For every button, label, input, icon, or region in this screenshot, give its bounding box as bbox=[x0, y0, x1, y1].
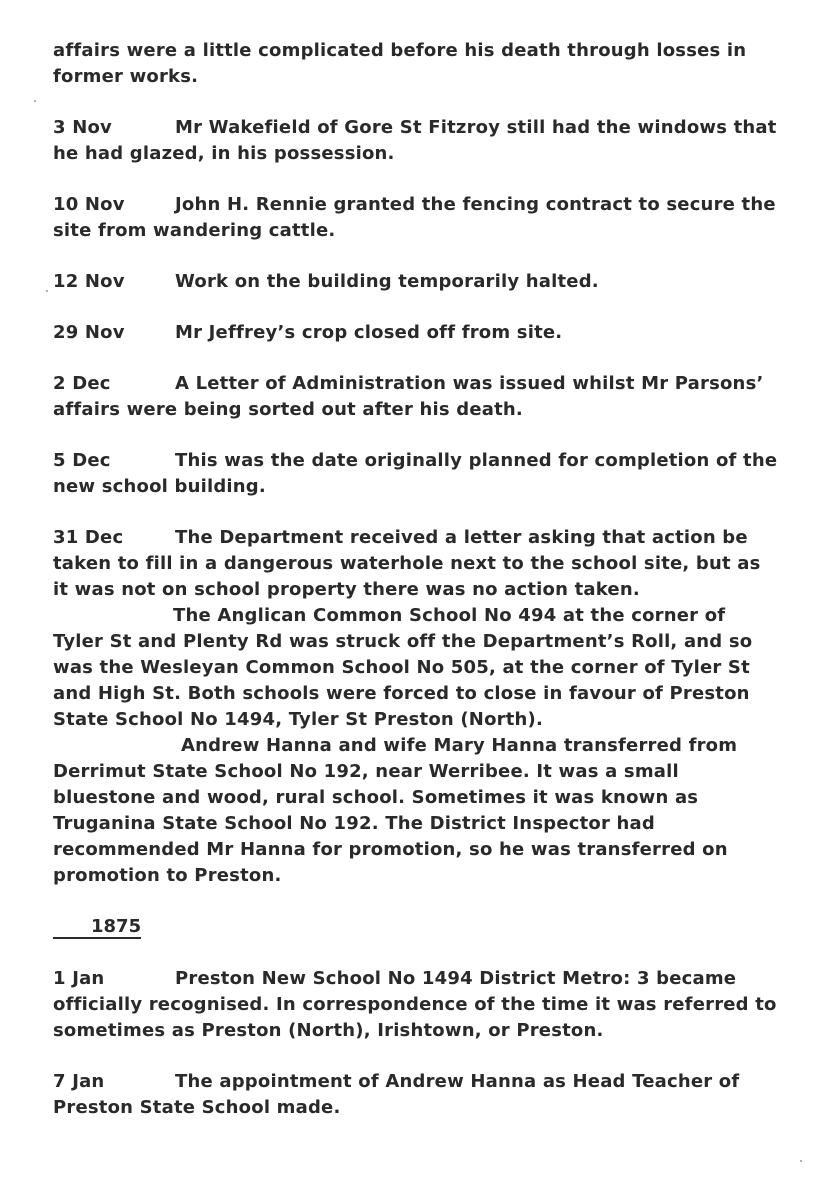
entry-date: 3 Nov bbox=[53, 117, 112, 138]
entry-text: The appointment of Andrew Hanna as Head Teacher of Preston State School made. bbox=[53, 1071, 740, 1118]
entry-text: A Letter of Administration was issued whilst Mr Parsons’ affairs were being sorted out after his death. bbox=[53, 373, 764, 420]
entry-date: 2 Dec bbox=[53, 373, 111, 394]
entry-text: The Anglican Common School No 494 at the corner of Tyler St and Plenty Rd was struck off the Department’s Roll, and so was the Wesleyan Common School No 505, at the corner of Tyler St and High St. Both schools were forced to close in favour of Preston State School No 1494, Tyler St Preston (North). bbox=[53, 605, 753, 730]
entry-text: affairs were a little complicated before his death through losses in former works. bbox=[53, 40, 747, 87]
entry-date: 29 Nov bbox=[53, 322, 125, 343]
entry-text: Work on the building temporarily halted. bbox=[175, 271, 599, 292]
entry-continuation bbox=[53, 38, 781, 90]
scan-speck bbox=[800, 1160, 802, 1162]
entry-date: 31 Dec bbox=[53, 527, 124, 548]
entry-text: This was the date originally planned for completion of the new school building. bbox=[53, 450, 778, 497]
entry-date: 7 Jan bbox=[53, 1071, 105, 1092]
entry-12-nov bbox=[53, 269, 781, 295]
entry-31-dec-continuation-schools bbox=[53, 603, 781, 733]
entry-1-jan bbox=[53, 966, 781, 1044]
entry-date: 1 Jan bbox=[53, 968, 105, 989]
entry-date: 10 Nov bbox=[53, 194, 125, 215]
entry-3-nov bbox=[53, 115, 781, 167]
entry-7-jan bbox=[53, 1069, 781, 1121]
entry-date: 12 Nov bbox=[53, 271, 125, 292]
year-heading: 1875 bbox=[53, 914, 781, 940]
entry-text: Andrew Hanna and wife Mary Hanna transferred from Derrimut State School No 192, near Werribee. It was a small bluestone and wood, rural school. Sometimes it was known as Truganina State School No 192. The District Inspector had recommended Mr Hanna for promotion, so he was transferred on promotion to Preston. bbox=[53, 735, 738, 886]
entry-10-nov bbox=[53, 192, 781, 244]
entry-31-dec bbox=[53, 525, 781, 603]
entry-text: The Department received a letter asking that action be taken to fill in a dangerous waterhole next to the school site, but as it was not on school property there was no action taken. bbox=[53, 527, 761, 600]
entry-2-dec bbox=[53, 371, 781, 423]
scan-speck bbox=[34, 100, 36, 102]
entry-29-nov bbox=[53, 320, 781, 346]
entry-text: Mr Wakefield of Gore St Fitzroy still had the windows that he had glazed, in his possession. bbox=[53, 117, 777, 164]
entry-text: Mr Jeffrey’s crop closed off from site. bbox=[175, 322, 563, 343]
entry-text: Preston New School No 1494 District Metro: 3 became officially recognised. In correspondence of the time it was referred to sometimes as Preston (North), Irishtown, or Preston. bbox=[53, 968, 777, 1041]
entry-5-dec bbox=[53, 448, 781, 500]
scan-speck bbox=[46, 290, 48, 292]
entry-31-dec-continuation-hanna bbox=[53, 733, 781, 889]
entry-text: John H. Rennie granted the fencing contract to secure the site from wandering cattle. bbox=[53, 194, 776, 241]
entry-date: 5 Dec bbox=[53, 450, 111, 471]
